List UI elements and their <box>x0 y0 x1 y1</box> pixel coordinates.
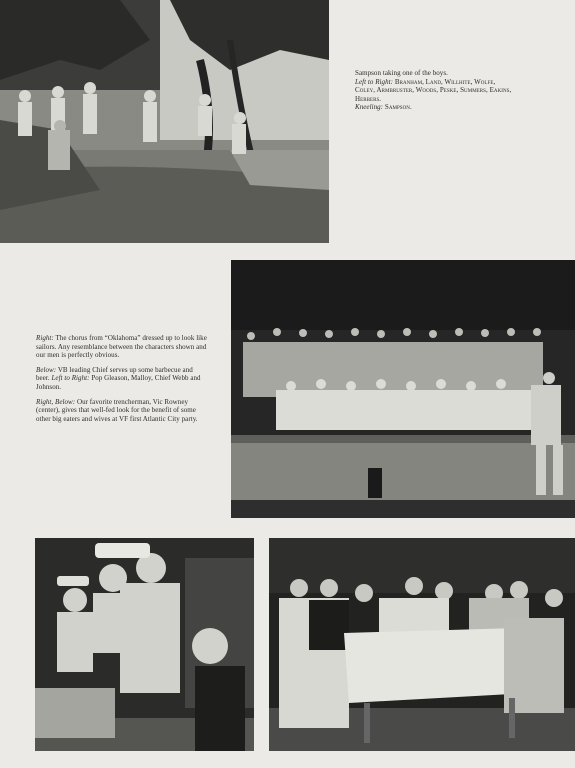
caption-party-label: Right, Below: <box>36 397 76 406</box>
photo-barbecue <box>35 538 254 751</box>
caption-beach-kneeling-name: Sampson. <box>384 103 412 112</box>
photo-party <box>269 538 575 751</box>
caption-party-text: Our favorite trencherman, Vic Rowney (center), gives that well-fed look for the benefit of some other big eaters and wives at VF first Atlantic City party. <box>36 397 198 423</box>
caption-chorus <box>36 334 208 360</box>
caption-beach-kneeling-label: Kneeling: <box>355 103 384 112</box>
caption-beach-photo <box>355 69 515 118</box>
caption-beach-lr-label: Left to Right: <box>355 77 394 86</box>
caption-barbecue-label: Below: <box>36 365 57 374</box>
caption-barbecue-lr-label: Left to Right: <box>51 374 90 383</box>
caption-chorus-label: Right: <box>36 334 54 342</box>
caption-beach-names: Branham, Land, Willhite, Wolfe, Coley, Armbruster, Woods, Peske, Summers, Eakins, Herbers. <box>355 77 512 103</box>
caption-barbecue-text: VB leading Chief serves up some barbecue and beer. <box>36 365 193 383</box>
photo-beach-group <box>0 0 329 243</box>
photo-oklahoma-chorus <box>231 260 575 518</box>
caption-middle-block <box>36 334 208 429</box>
caption-beach-intro: Sampson taking one of the boys. <box>355 69 448 77</box>
caption-barbecue-names: Pop Gleason, Malloy, Chief Webb and Johnson. <box>36 374 201 391</box>
caption-party <box>36 398 208 424</box>
caption-barbecue <box>36 366 208 392</box>
caption-chorus-text: The chorus from “Oklahoma” dressed up to look like sailors. Any resemblance between the characters shown and our men is perfectly obvious. <box>36 334 207 360</box>
